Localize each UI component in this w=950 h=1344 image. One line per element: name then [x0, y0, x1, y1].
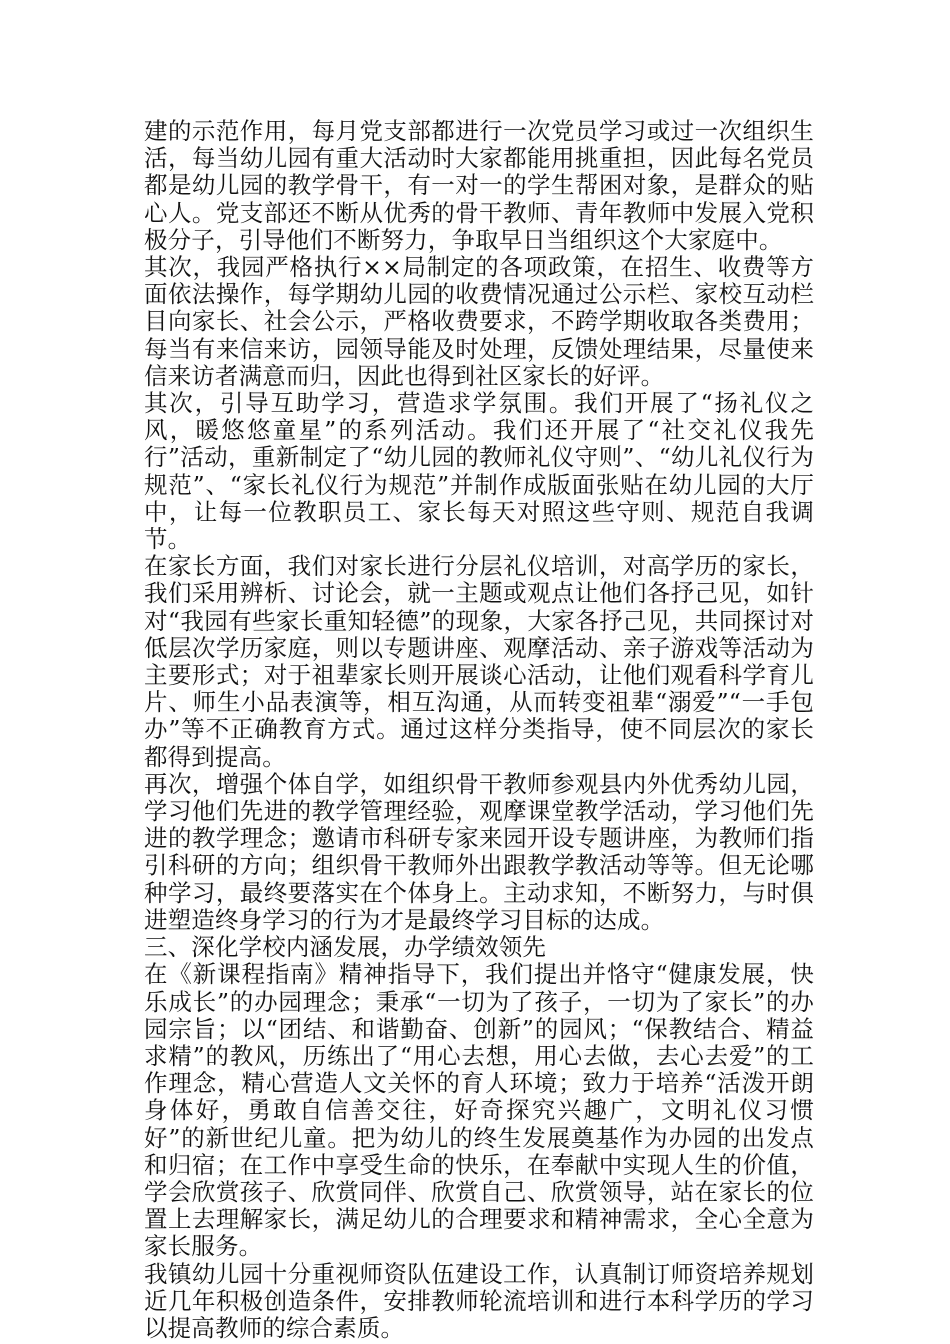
- paragraph-etiquette-activities: 其次，引导互助学习，营造求学氛围。我们开展了“扬礼仪之风，暖悠悠童星”的系列活动。我们还开展了“社交礼仪我先行”活动，重新制定了“幼儿园的教师礼仪守则”、“幼儿礼仪行为规范”、“家长礼仪行为规范”并制作成版面张贴在幼儿园的大厅中，让每一位教职员工、家长每天对照这些守则、规范自我调节。: [144, 389, 814, 554]
- paragraph-teacher-development: 我镇幼儿园十分重视师资队伍建设工作，认真制订师资培养规划近几年积极创造条件，安排教师轮流培训和进行本科学历的学习以提高教师的综合素质。: [144, 1259, 814, 1342]
- document-body: [144, 118, 814, 1342]
- paragraph-party-branch: 建的示范作用，每月党支部都进行一次党员学习或过一次组织生活，每当幼儿园有重大活动时大家都能用挑重担，因此每名党员都是幼儿园的教学骨干，有一对一的学生帮困对象，是群众的贴心人。党支部还不断从优秀的骨干教师、青年教师中发展入党积极分子，引导他们不断努力，争取早日当组织这个大家庭中。: [144, 117, 814, 254]
- section-heading: 三、深化学校内涵发展，办学绩效领先: [144, 933, 547, 962]
- paragraph-parent-training: 在家长方面，我们对家长进行分层礼仪培训，对高学历的家长，我们采用辨析、讨论会，就一主题或观点让他们各抒己见，如针对“我园有些家长重知轻德”的现象，大家各抒己见，共同探讨对低层次学历家庭，则以专题讲座、观摩活动、亲子游戏等活动为主要形式；对于祖辈家长则开展谈心活动，让他们观看科学育儿片、师生小品表演等，相互沟通，从而转变祖辈“溺爱”“一手包办”等不正确教育方式。通过这样分类指导，使不同层次的家长都得到提高。: [144, 552, 814, 771]
- paragraph-fee-policy: 其次，我园严格执行××局制定的各项政策，在招生、收费等方面依法操作，每学期幼儿园的收费情况通过公示栏、家校互动栏目向家长、社会公示，严格收费要求，不跨学期收取各类费用；每当有来信来访，园领导能及时处理，反馈处理结果，尽量使来信来访者满意而归，因此也得到社区家长的好评。: [144, 253, 814, 390]
- paragraph-school-philosophy: 在《新课程指南》精神指导下，我们提出并恪守“健康发展，快乐成长”的办园理念；秉承“一切为了孩子，一切为了家长”的办园宗旨；以“团结、和谐勤奋、创新”的园风；“保教结合、精益求精”的教风，历练出了“用心去想，用心去做，去心去爱”的工作理念，精心营造人文关怀的育人环境；致力于培养“活泼开朗身体好，勇敢自信善交往，好奇探究兴趣广，文明礼仪习惯好”的新世纪儿童。把为幼儿的终生发展奠基作为办园的出发点和归宿；在工作中享受生命的快乐，在奉献中实现人生的价值，学会欣赏孩子、欣赏同伴、欣赏自己、欣赏领导，站在家长的位置上去理解家长，满足幼儿的合理要求和精神需求，全心全意为家长服务。: [144, 960, 814, 1261]
- paragraph-self-study: 再次，增强个体自学，如组织骨干教师参观县内外优秀幼儿园，学习他们先进的教学管理经验，观摩课堂教学活动，学习他们先进的教学理念；邀请市科研专家来园开设专题讲座，为教师们指引科研的方向；组织骨干教师外出跟教学教活动等等。但无论哪种学习，最终要落实在个体身上。主动求知，不断努力，与时俱进塑造终身学习的行为才是最终学习目标的达成。: [144, 769, 814, 934]
